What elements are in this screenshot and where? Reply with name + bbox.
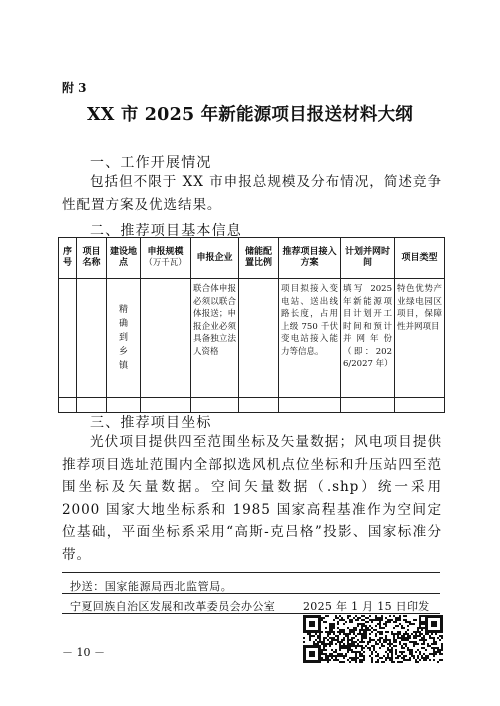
table-cell [59, 279, 77, 398]
header-cell: 申报规模 （万千瓦） [141, 238, 191, 279]
header-cell: 计划并网时间 [341, 238, 395, 279]
table-header-row [59, 238, 445, 279]
table-cell: 联合体申报必须以联合体报送；申报企业必须具备独立法人资格 [191, 279, 239, 398]
section1-heading: 一、工作开展情况 [90, 155, 212, 171]
table-row [59, 398, 445, 413]
table-cell [141, 279, 191, 398]
header-cell: 项目名称 [77, 238, 107, 279]
issuing-office: 宁夏回族自治区发展和改革委员会办公室 [70, 600, 276, 613]
table-cell: 填写 2025 年新能源项目计划开工时间和预计并网年份（即：2026/2027 年） [341, 279, 395, 398]
header-cell: 建设地点 [107, 238, 141, 279]
table-cell: 精确到乡镇 [107, 279, 141, 398]
page-number: － 10 － [62, 646, 105, 659]
cc-line: 抄送：国家能源局西北监管局。 [70, 580, 233, 593]
document-title: XX 市 2025 年新能源项目报送材料大纲 [86, 105, 414, 125]
header-cell: 储能配置比例 [239, 238, 279, 279]
table-cell: 特色优势产业绿电园区项目，保障性并网项目 [395, 279, 445, 398]
table-cell [239, 279, 279, 398]
divider [62, 572, 440, 573]
header-cell: 序号 [59, 238, 77, 279]
section3-heading: 三、推荐项目坐标 [90, 415, 212, 431]
section3-paragraph: 光伏项目提供四至范围坐标及矢量数据；风电项目提供推荐项目选址范围内全部拟选风机点位坐标和升压站四至范围坐标及矢量数据。空间矢量数据（.shp）统一采用 2000 国家大地坐标系和 1985 国家高程基准作为空间定位基础，平面坐标系采用“高斯-克吕格”投影、国家标准分带。 [62, 434, 442, 563]
issue-date: 2025 年 1 月 15 日印发 [303, 600, 430, 613]
header-cell: 项目类型 [395, 238, 445, 279]
barcode-icon [303, 615, 443, 663]
section1-paragraph: 包括但不限于 XX 市申报总规模及分布情况，简述竞争性配置方案及优选结果。 [62, 174, 442, 213]
header-cell: 推荐项目接入方案 [279, 238, 341, 279]
table-row [59, 279, 445, 398]
divider [62, 613, 440, 614]
header-cell: 申报企业 [191, 238, 239, 279]
annex-label: 附 3 [62, 81, 87, 95]
project-info-table [58, 237, 445, 413]
table-cell: 项目拟接入变电站、送出线路长度，占用上级 750 千伏变电站接入能力等信息。 [279, 279, 341, 398]
table-cell [77, 279, 107, 398]
divider [62, 593, 440, 594]
section2-heading: 二、推荐项目基本信息 [90, 223, 242, 239]
